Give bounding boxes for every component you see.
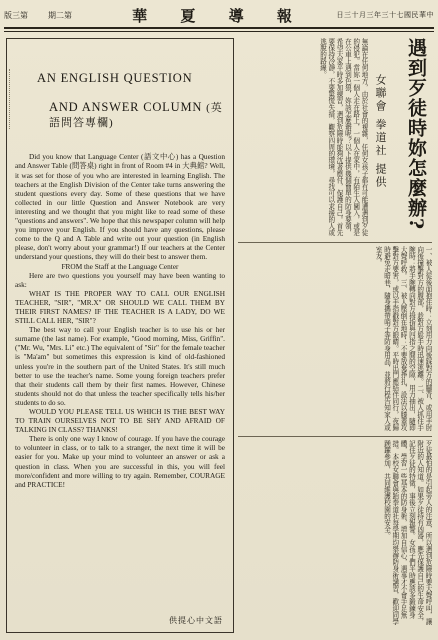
answer-2: There is only one way I know of courage. If you have the courage to volunteer in class, or to talk to a stranger, the next time it will be easier for you. Make up your mind to volunteer an answer or ask a question in class. When you are successful in this, you will feel more/confident and more willing to try again. Remember, COURAGE and PRACTICE! (15, 434, 225, 489)
article-divider-2 (238, 436, 432, 437)
article-text-block-2: 一、被人從後面抱住時：立刻用力向後踩對方的腳背，或用手肘向後撞擊對方的腹部，趁對方鬆手時迅速逃離。二、被人抓住手腕時：將手腕轉向對方拇指與四指之間的空隙，用力抽出，隨即大聲呼救。三、被人壓倒在地時：不要放棄掙扎，設法以膝蓋攻擊對方要害，或以手指戳對方眼睛。平時出門應結伴同行，夜歸時避免走暗巷，隨身攜帶哨子等防身用品，並將行程告知家人或室友。 (374, 246, 432, 431)
masthead-rule (4, 27, 434, 29)
english-qa-column (6, 38, 234, 633)
intro-paragraph: Did you know that Language Center (語文中心) has a Question and Answer Table (問答桌) right in front of Room #4 in 大典館? Well, it was set for those of you who are interested in learning English. The teachers at the English Division of the Center take turns answering the student questions every day. Some of these questions that we have collected in our little Question and Answer Notebook are very interesting and we thought that you might like to read some of these "questions and answers". We hope that this newspaper column will help you improve your English. If you should have any questions, please come to the Q and A Table and write out your question (in English please, don't worry about your grammar!) If our teachers at the Center understand your questions, they will do their best to answer them. (15, 152, 225, 262)
column-decoration (9, 69, 19, 129)
issue-date: 日三十月三年三十七國民華中 (336, 11, 434, 19)
lead-in-paragraph: Here are two questions you yourself may have been wanting to ask: (15, 270, 225, 289)
column-body (15, 152, 225, 488)
answer-1: The best way to call your English teacher is to use his or her surname (the last name). For example, "Good morning, Miss, Griffin". ("Mr. Wu, "Mrs. Li" etc.) The equivalent of "Sir" for the female teacher is "Ma'am" but sometimes this expression is kind of old-fashioned unless you're in the southern part of the United States. It's still much better to use the teacher's name. Some young foreign teachers prefer that their students call them by their first names. However, Chinese students should not do that unless the teacher specifically tells his/her students to do so. (15, 325, 225, 407)
column-title-cn: (英語問答專欄) (49, 102, 223, 130)
paper-name: 華 夏 導 報 (132, 6, 306, 25)
article-text-block-3: 歹徒最怕的是引起旁人的注意，所以遇到危險時要大聲呼叫，讓附近的人知道。如果歹徒持有凶器，應先保護自己的生命安全，記住歹徒的特徵，事後立刻報警。女孩子們平時應該多鍛鍊身體，學習一些基本的防身術，增加自信心，遇事才不會手足無措。本校女聯會與跆拳道社每學期均舉辦防身術講習，歡迎同學踴躍參加，共同維護校園的安全。 (382, 440, 432, 625)
question-2: WOULD YOU PLEASE TELL US WHICH IS THE BEST WAY TO TRAIN OURSELVES NOT TO BE SHY AND AFRAID OF TALKING IN CLASS? THANKS! (15, 407, 225, 435)
issue-number: 版三第 (4, 10, 28, 20)
article-divider-1 (238, 242, 432, 243)
article-headline: 遇到歹徒時妳怎麼辦? (405, 38, 427, 231)
masthead (4, 4, 434, 26)
article-text-block-1: 無論在任何地方，由於社會的複雜，任何女孩子都有可能遭遇到歹徒的侵犯。當妳一個人走在路上，一個人在家中，有陌生人闖入，或是在公車上遇到色狼，妳該怎麼辦呢？以下提供幾個簡單的防身要領，希望大家平時多加練習，遇到危險時能夠沈著應付，保護自己。首先要保持冷靜，不要驚慌失措，觀察四周的環境，尋找可以求援的人或逃脫的路線。 (318, 38, 368, 236)
chinese-article (238, 38, 432, 633)
column-title-line1: AN ENGLISH QUESTION (37, 71, 193, 85)
article-byline: 女聯會 拳道社 提供 (374, 74, 387, 189)
question-1: WHAT IS THE PROPER WAY TO CALL OUR ENGLISH TEACHER, "SIR", "MR.X" OR SHOULD WE CALL THEM BY THEIR FIRST NAMES? IF THE TEACHER IS A LADY, DO WE STILL CALL HER, "SIR"? (15, 288, 225, 326)
column-title-line2 (49, 100, 225, 130)
masthead-rule-thin (4, 31, 434, 32)
staff-signature: FROM the Staff at the Language Center (61, 261, 179, 271)
period-number: 期二第 (48, 10, 72, 20)
column-credit: 供提心中文語 (169, 616, 223, 625)
column-title-en: AND ANSWER COLUMN (49, 100, 203, 114)
masthead-left (4, 10, 72, 21)
